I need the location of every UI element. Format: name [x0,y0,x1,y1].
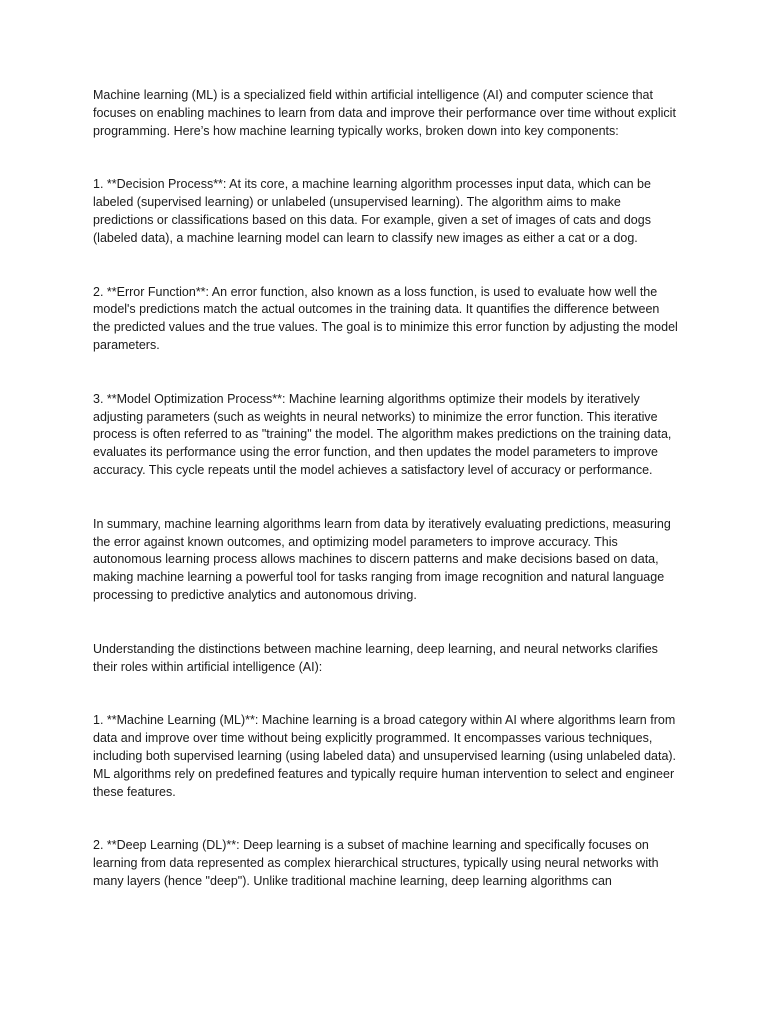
paragraph-gap [93,480,679,516]
paragraph-gap [93,605,679,641]
paragraph-machine-learning: 1. **Machine Learning (ML)**: Machine learning is a broad category within AI where algorithms learn from data and improve over time without being explicitly programmed. It encompasses various techniques, including both supervised learning (using labeled data) and unsupervised learning (using unlabeled data). ML algorithms rely on predefined features and typically require human intervention to select and engineer these features. [93,713,677,799]
paragraph-gap [93,676,679,712]
paragraph-gap [93,248,679,284]
paragraph-gap [93,801,679,837]
paragraph-error-function: 2. **Error Function**: An error function, also known as a loss function, is used to evaluate how well the model's predictions match the actual outcomes in the training data. It quantifies the difference between the predicted values and the true values. The goal is to minimize this error function by adjusting the model parameters. [93,284,678,352]
paragraph-decision-process: 1. **Decision Process**: At its core, a machine learning algorithm processes input data, which can be labeled (supervised learning) or unlabeled (unsupervised learning). The algorithm aims to make predictions or classifications based on this data. For example, given a set of images of cats and dogs (labeled data), a machine learning model can learn to classify new images as either a cat or a dog. [93,177,651,245]
paragraph-summary: In summary, machine learning algorithms learn from data by iteratively evaluating predictions, measuring the error against known outcomes, and optimizing model parameters to improve accuracy. This autonomous learning process allows machines to discern patterns and make decisions based on data, making machine learning a powerful tool for tasks ranging from image recognition and natural language processing to predictive analytics and autonomous driving. [93,516,671,602]
paragraph-model-optimization: 3. **Model Optimization Process**: Machine learning algorithms optimize their models by iteratively adjusting parameters (such as weights in neural networks) to minimize the error function. This iterative process is often referred to as "training" the model. The algorithm makes predictions on the training data, evaluates its performance using the error function, and then updates the model parameters to improve accuracy. This cycle repeats until the model achieves a satisfactory level of accuracy or performance. [93,391,672,477]
paragraph-deep-learning: 2. **Deep Learning (DL)**: Deep learning is a subset of machine learning and specifically focuses on learning from data represented as complex hierarchical structures, typically using neural networks with many layers (hence "deep"). Unlike traditional machine learning, deep learning algorithms can [93,838,659,888]
paragraph-gap [93,140,679,176]
paragraph-intro: Machine learning (ML) is a specialized field within artificial intelligence (AI) and computer science that focuses on enabling machines to learn from data and improve their performance over time without explicit programming. Here’s how machine learning typically works, broken down into key components: [93,88,676,138]
paragraph-distinctions-intro: Understanding the distinctions between machine learning, deep learning, and neural networks clarifies their roles within artificial intelligence (AI): [93,641,658,674]
document-page [93,87,679,891]
paragraph-gap [93,355,679,391]
